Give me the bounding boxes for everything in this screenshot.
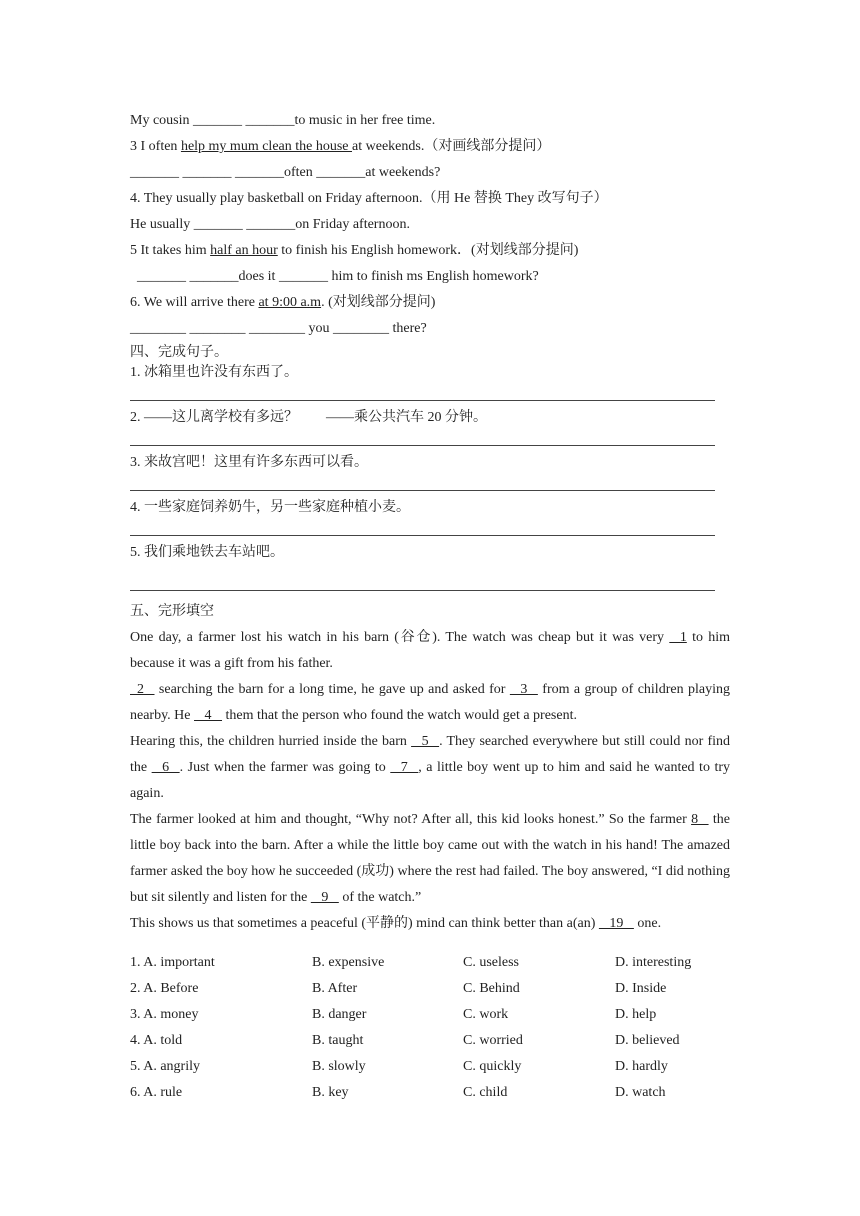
translation-item: 2. ——这儿离学校有多远？ ——乘公共汽车 20 分钟。 <box>130 410 487 425</box>
paragraph-text: , a little boy went up to him and said he wanted to try again. <box>130 760 731 801</box>
paragraph-text: Hearing this, the children hurried inside the barn <box>130 734 412 749</box>
cloze-paragraph <box>130 807 730 911</box>
cloze-paragraph <box>130 729 730 807</box>
question-text: 6. We will arrive there <box>130 295 259 310</box>
cloze-paragraph <box>130 677 730 729</box>
option-d[interactable]: D. interesting <box>615 955 692 970</box>
option-row <box>130 950 730 976</box>
option-a[interactable]: 2. A. Before <box>130 981 199 996</box>
option-c[interactable]: C. useless <box>463 955 519 970</box>
question-instruction: . (对划线部分提问) <box>321 295 436 310</box>
option-c[interactable]: C. work <box>463 1007 509 1022</box>
translation-item: 1. 冰箱里也许没有东西了。 <box>130 365 298 380</box>
option-a[interactable]: 3. A. money <box>130 1007 199 1022</box>
blank-3[interactable]: 3 <box>509 682 538 697</box>
answer-rule[interactable] <box>130 472 715 491</box>
cloze-paragraph <box>130 625 730 677</box>
option-row <box>130 976 730 1002</box>
worksheet-page <box>130 108 730 937</box>
underlined-phrase: help my mum clean the house <box>180 139 353 154</box>
option-c[interactable]: C. Behind <box>463 981 520 996</box>
section-heading: 四、完成句子。 <box>130 345 228 360</box>
answer-rule[interactable] <box>130 382 715 401</box>
paragraph-text: . They searched everywhere but still could nor find the <box>130 734 730 775</box>
translation-item: 4. 一些家庭饲养奶牛，另一些家庭种植小麦。 <box>130 500 410 515</box>
question-4: 4. They usually play basketball on Friday afternoon.（用 He 替换 They 改写句子） <box>130 191 608 206</box>
paragraph-text: This shows us that sometimes a peaceful (平静的) mind can think better than a(an) <box>130 916 599 931</box>
option-b[interactable]: B. danger <box>312 1007 367 1022</box>
blank-19[interactable]: 19 <box>598 916 634 931</box>
translation-item: 3. 来故宫吧！这里有许多东西可以看。 <box>130 455 368 470</box>
paragraph-text: searching the barn for a long time, he gave up and asked for <box>154 682 510 697</box>
option-b[interactable]: B. key <box>312 1085 349 1100</box>
answer-line: ________ ________ ________ you ________ there? <box>130 321 427 336</box>
answer-line: _______ _______ _______often _______at weekends? <box>130 165 441 180</box>
answer-rule[interactable] <box>130 427 715 446</box>
option-b[interactable]: B. After <box>312 981 358 996</box>
option-d[interactable]: D. help <box>615 1007 657 1022</box>
option-d[interactable]: D. hardly <box>615 1059 668 1074</box>
paragraph-text: . Just when the farmer was going to <box>179 760 391 775</box>
paragraph-text: to him because it was a gift from his father. <box>130 630 730 671</box>
option-row <box>130 1080 730 1106</box>
option-row <box>130 1028 730 1054</box>
question-text: 3 I often <box>130 139 181 154</box>
blank-4[interactable]: 4 <box>194 708 223 723</box>
question-5 <box>130 238 730 264</box>
underlined-phrase: half an hour <box>210 243 278 258</box>
option-b[interactable]: B. expensive <box>312 955 385 970</box>
option-a[interactable]: 5. A. angrily <box>130 1059 200 1074</box>
option-c[interactable]: C. worried <box>463 1033 523 1048</box>
paragraph-text: from a group of children playing nearby. He <box>130 682 730 723</box>
blank-9[interactable]: 9 <box>310 890 339 905</box>
paragraph-text: One day, a farmer lost his watch in his barn (谷仓). The watch was cheap but it was very <box>130 630 670 645</box>
underlined-phrase: at 9:00 a.m <box>258 295 322 310</box>
answer-rule[interactable] <box>130 562 715 591</box>
option-d[interactable]: D. believed <box>615 1033 680 1048</box>
translation-item: 5. 我们乘地铁去车站吧。 <box>130 545 284 560</box>
option-row <box>130 1054 730 1080</box>
option-d[interactable]: D. Inside <box>615 981 667 996</box>
question-text: 5 It takes him <box>130 243 211 258</box>
option-b[interactable]: B. taught <box>312 1033 364 1048</box>
option-c[interactable]: C. quickly <box>463 1059 522 1074</box>
paragraph-text: The farmer looked at him and thought, “Why not? After all, this kid looks honest.” So the farmer <box>130 812 692 827</box>
blank-6[interactable]: 6 <box>151 760 180 775</box>
cloze-paragraph <box>130 911 730 937</box>
option-b[interactable]: B. slowly <box>312 1059 366 1074</box>
answer-rule[interactable] <box>130 517 715 536</box>
blank-8[interactable]: 8 <box>691 812 709 827</box>
question-instruction: to finish his English homework．(对划线部分提问) <box>277 243 579 258</box>
question-3 <box>130 134 730 160</box>
paragraph-text: of the watch.” <box>338 890 422 905</box>
sentence-line: My cousin _______ _______to music in her free time. <box>130 113 436 128</box>
blank-2[interactable]: 2 <box>130 682 155 697</box>
answer-line: He usually _______ _______on Friday afternoon. <box>130 217 410 232</box>
blank-1[interactable]: 1 <box>669 630 687 645</box>
paragraph-text: them that the person who found the watch would get a present. <box>222 708 577 723</box>
option-row <box>130 1002 730 1028</box>
section-heading: 五、完形填空 <box>130 604 214 619</box>
answer-line: _______ _______does it _______ him to finish ms English homework? <box>130 269 539 284</box>
option-a[interactable]: 4. A. told <box>130 1033 183 1048</box>
blank-7[interactable]: 7 <box>390 760 419 775</box>
blank-5[interactable]: 5 <box>411 734 440 749</box>
option-d[interactable]: D. watch <box>615 1085 666 1100</box>
paragraph-text: the little boy back into the barn. After a while the little boy came out with the watch in his hand! The amazed farmer asked the boy how he succeeded (成功) where the rest had failed. The boy answered, “I did nothing but sit silently and listen for the <box>130 812 730 905</box>
option-a[interactable]: 1. A. important <box>130 955 215 970</box>
option-a[interactable]: 6. A. rule <box>130 1085 183 1100</box>
option-c[interactable]: C. child <box>463 1085 508 1100</box>
question-instruction: at weekends.（对画线部分提问） <box>352 139 551 154</box>
paragraph-text: one. <box>633 916 662 931</box>
options-table <box>130 950 730 1106</box>
question-6 <box>130 290 730 316</box>
